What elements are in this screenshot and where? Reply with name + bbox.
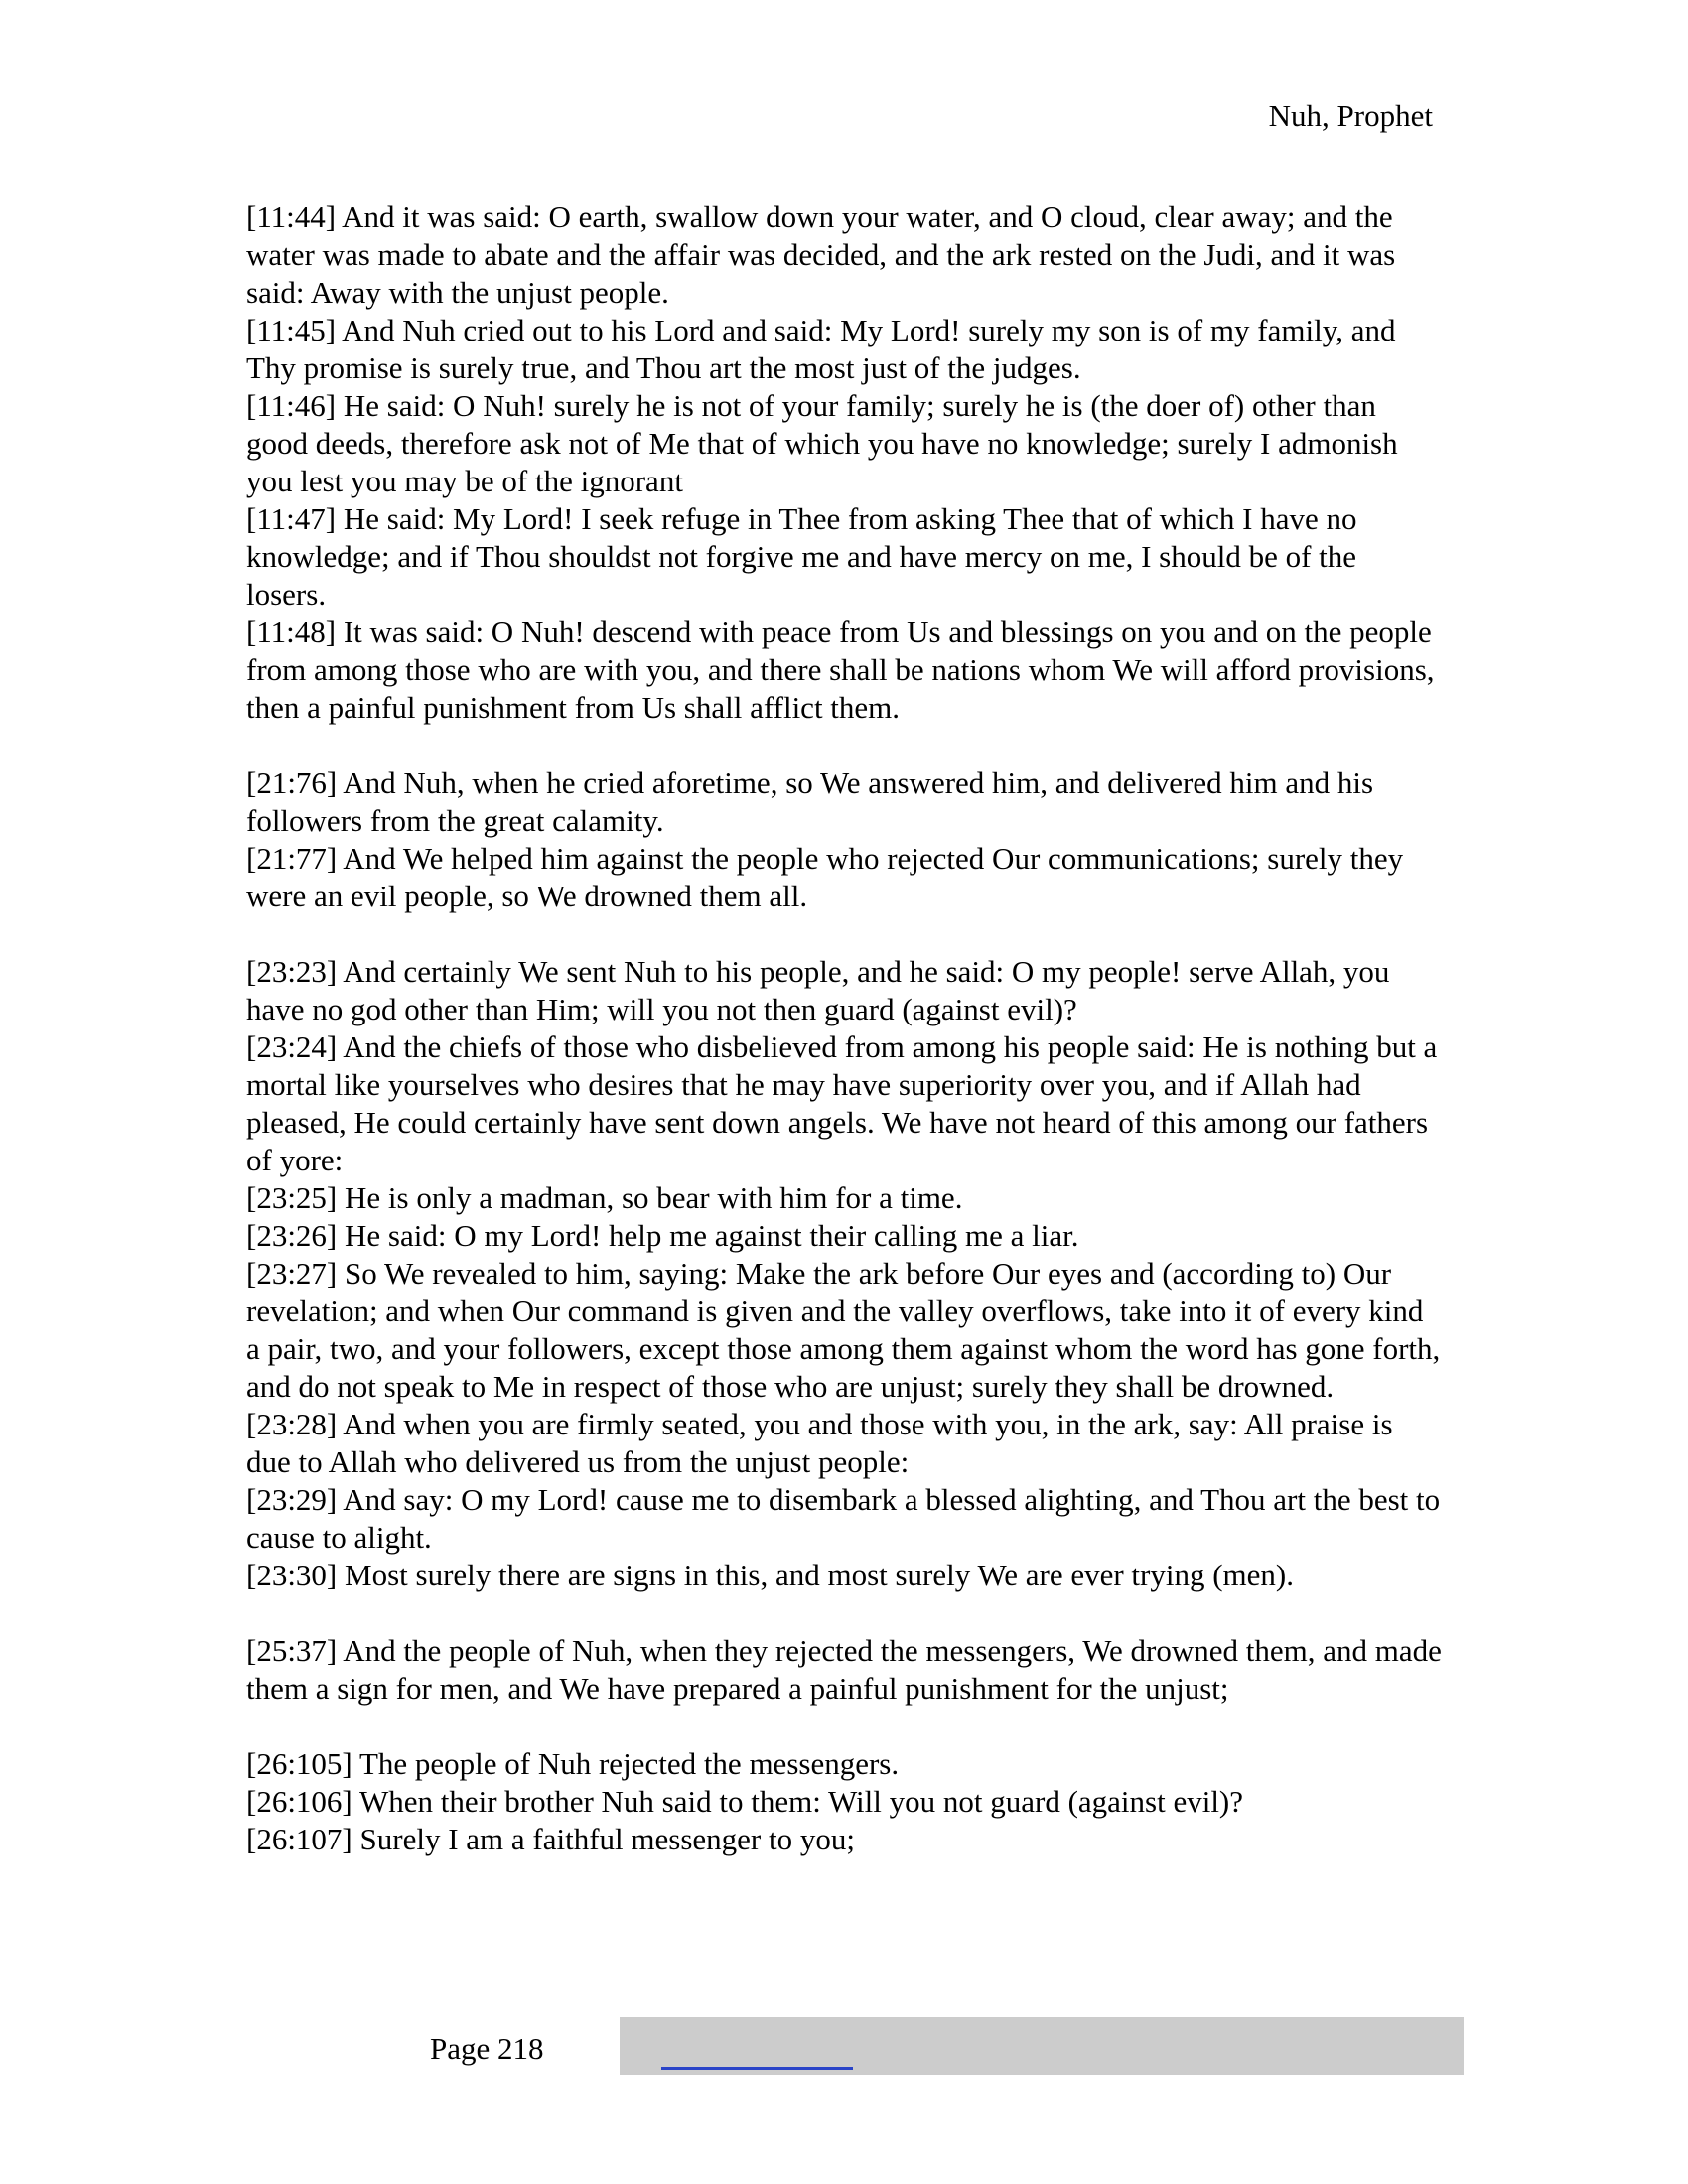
verse-21-77: [21:77] And We helped him against the people who rejected Our communications; surely they were an evil people, so We drowned them all. — [246, 841, 1404, 913]
verse-25-37: [25:37] And the people of Nuh, when they rejected the messengers, We drowned them, and made them a sign for men, and We have prepared a painful punishment for the unjust; — [246, 1633, 1442, 1706]
verse-26-106: [26:106] When their brother Nuh said to them: Will you not guard (against evil)? — [246, 1784, 1244, 1819]
verse-11-46: [11:46] He said: O Nuh! surely he is not of your family; surely he is (the doer of) other than good deeds, therefore ask not of Me that of which you have no knowledge; surely I admonish you lest you may be of the ignorant — [246, 388, 1398, 498]
verse-23-26: [23:26] He said: O my Lord! help me against their calling me a liar. — [246, 1218, 1079, 1253]
page-number: Page 218 — [430, 2031, 544, 2066]
verse-23-28: [23:28] And when you are firmly seated, you and those with you, in the ark, say: All praise is due to Allah who delivered us from the unjust people: — [246, 1407, 1393, 1479]
verse-group-surah-23 — [246, 953, 1443, 1594]
verse-23-25: [23:25] He is only a madman, so bear with him for a time. — [246, 1180, 963, 1215]
document-body — [246, 199, 1443, 1896]
verse-group-surah-25 — [246, 1632, 1443, 1707]
verse-26-107: [26:107] Surely I am a faithful messenger to you; — [246, 1822, 855, 1856]
verse-11-44: [11:44] And it was said: O earth, swallow down your water, and O cloud, clear away; and the water was made to abate and the affair was decided, and the ark rested on the Judi, and it was said: Away with the unjust people. — [246, 200, 1396, 310]
running-header: Nuh, Prophet — [1268, 98, 1433, 133]
verse-23-27: [23:27] So We revealed to him, saying: Make the ark before Our eyes and (according to) Our revelation; and when Our command is given and the valley overflows, take into it of every kind a pair, two, and your followers, except those among them against whom the word has gone forth, and do not speak to Me in respect of those who are unjust; surely they shall be drowned. — [246, 1256, 1441, 1404]
verse-26-105: [26:105] The people of Nuh rejected the messengers. — [246, 1746, 900, 1781]
verse-21-76: [21:76] And Nuh, when he cried aforetime, so We answered him, and delivered him and his followers from the great calamity. — [246, 765, 1374, 838]
verse-23-29: [23:29] And say: O my Lord! cause me to disembark a blessed alighting, and Thou art the best to cause to alight. — [246, 1482, 1441, 1555]
verse-11-47: [11:47] He said: My Lord! I seek refuge in Thee from asking Thee that of which I have no knowledge; and if Thou shouldst not forgive me and have mercy on me, I should be of the losers. — [246, 501, 1357, 612]
verse-23-23: [23:23] And certainly We sent Nuh to his people, and he said: O my people! serve Allah, you have no god other than Him; will you not then guard (against evil)? — [246, 954, 1390, 1026]
verse-11-48: [11:48] It was said: O Nuh! descend with peace from Us and blessings on you and on the people from among those who are with you, and there shall be nations whom We will afford provisions, then a painful punishment from Us shall afflict them. — [246, 614, 1435, 725]
verse-23-30: [23:30] Most surely there are signs in this, and most surely We are ever trying (men). — [246, 1558, 1294, 1592]
verse-group-surah-21 — [246, 764, 1443, 915]
footer-link-underline[interactable] — [661, 2067, 853, 2070]
verse-23-24: [23:24] And the chiefs of those who disbelieved from among his people said: He is nothing but a mortal like yourselves who desires that he may have superiority over you, and if Allah had pleased, He could certainly have sent down angels. We have not heard of this among our fathers of yore: — [246, 1029, 1438, 1177]
verse-group-surah-26 — [246, 1745, 1443, 1858]
verse-11-45: [11:45] And Nuh cried out to his Lord and said: My Lord! surely my son is of my family, and Thy promise is surely true, and Thou art the most just of the judges. — [246, 313, 1396, 385]
verse-group-surah-11 — [246, 199, 1443, 727]
